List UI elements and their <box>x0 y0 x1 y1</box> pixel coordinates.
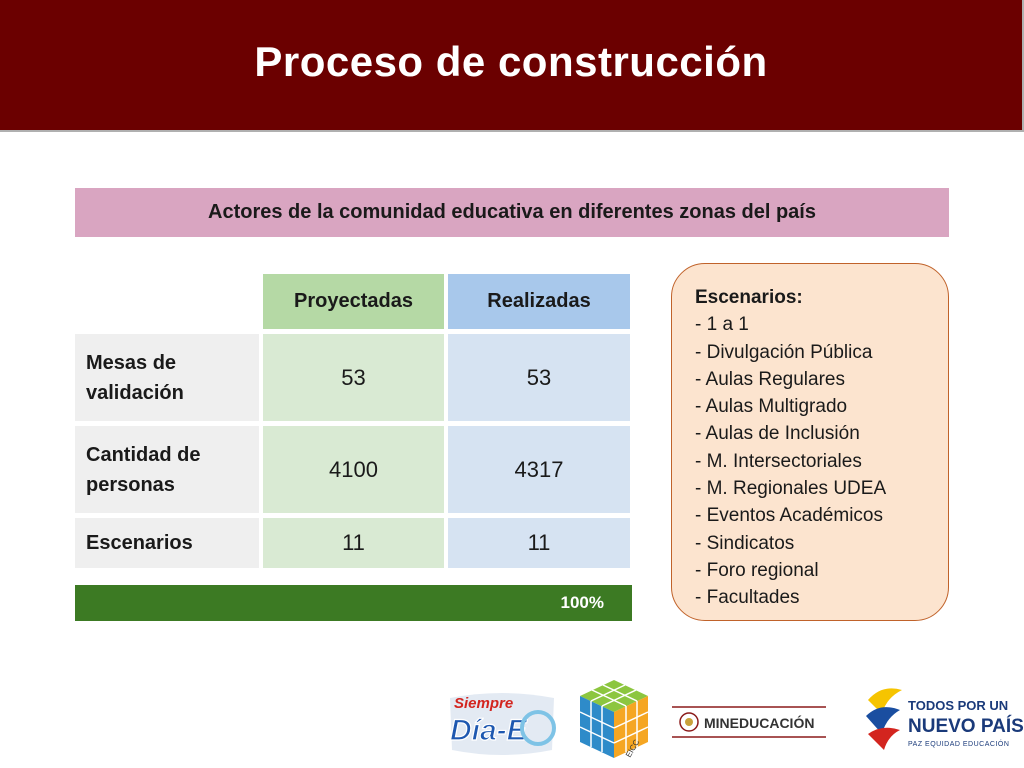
row-label-cantidad <box>75 426 259 513</box>
todos-line3: PAZ EQUIDAD EDUCACIÓN <box>908 741 1010 748</box>
scenario-item: - Foro regional <box>695 559 819 581</box>
siempre-text: Siempre <box>454 695 514 712</box>
column-header-realized: Realizadas <box>448 274 630 329</box>
cell-escenarios-realized: 11 <box>448 518 630 568</box>
mineducacion-logo <box>672 706 826 738</box>
cell-mesas-realized: 53 <box>448 334 630 421</box>
scenarios-callout <box>671 263 949 621</box>
scenario-item: - 1 a 1 <box>695 314 749 336</box>
progress-label: 100% <box>560 593 604 612</box>
dia-e-text: Día-E <box>450 714 527 747</box>
scenario-item: - M. Intersectoriales <box>695 450 862 472</box>
scenario-item: - Aulas de Inclusión <box>695 423 860 445</box>
scenarios-title: Escenarios: <box>695 287 803 308</box>
subtitle-text: Actores de la comunidad educativa en diferentes zonas del país <box>208 201 816 223</box>
mineducacion-text: MINEDUCACIÓN <box>704 715 815 731</box>
progress-fill <box>75 585 632 621</box>
scenario-item: - Eventos Académicos <box>695 505 883 527</box>
todos-por-un-nuevo-pais-logo <box>860 680 1024 760</box>
todos-line2: NUEVO PAÍS <box>908 716 1024 737</box>
row-label-line: personas <box>86 473 175 496</box>
progress-bar <box>75 585 632 621</box>
footer-logos <box>0 672 1024 768</box>
row-label-mesas <box>75 334 259 421</box>
scenario-item: - Divulgación Pública <box>695 341 873 363</box>
todos-line1: TODOS POR UN <box>908 698 1009 713</box>
siempre-dia-e-logo <box>446 688 558 760</box>
eicc-cube-logo <box>578 678 650 762</box>
scenarios-list <box>695 311 948 611</box>
header-bar <box>0 0 1024 132</box>
cell-cantidad-projected: 4100 <box>263 426 444 513</box>
cell-escenarios-projected: 11 <box>263 518 444 568</box>
eicc-text: EICC <box>623 737 642 759</box>
scenario-item: - Aulas Regulares <box>695 368 845 390</box>
scenario-item: - Sindicatos <box>695 532 795 554</box>
subtitle-banner <box>75 188 949 237</box>
row-label-escenarios: Escenarios <box>75 518 259 568</box>
page-title: Proceso de construcción <box>254 38 768 85</box>
column-header-projected: Proyectadas <box>263 274 444 329</box>
cell-cantidad-realized: 4317 <box>448 426 630 513</box>
scenario-item: - Facultades <box>695 587 800 609</box>
cell-mesas-projected: 53 <box>263 334 444 421</box>
row-label-line: Mesas de <box>86 351 177 374</box>
scenario-item: - M. Regionales UDEA <box>695 478 887 500</box>
row-label-line: Cantidad de <box>86 443 201 466</box>
scenario-item: - Aulas Multigrado <box>695 396 848 418</box>
row-label-line: validación <box>86 381 184 404</box>
